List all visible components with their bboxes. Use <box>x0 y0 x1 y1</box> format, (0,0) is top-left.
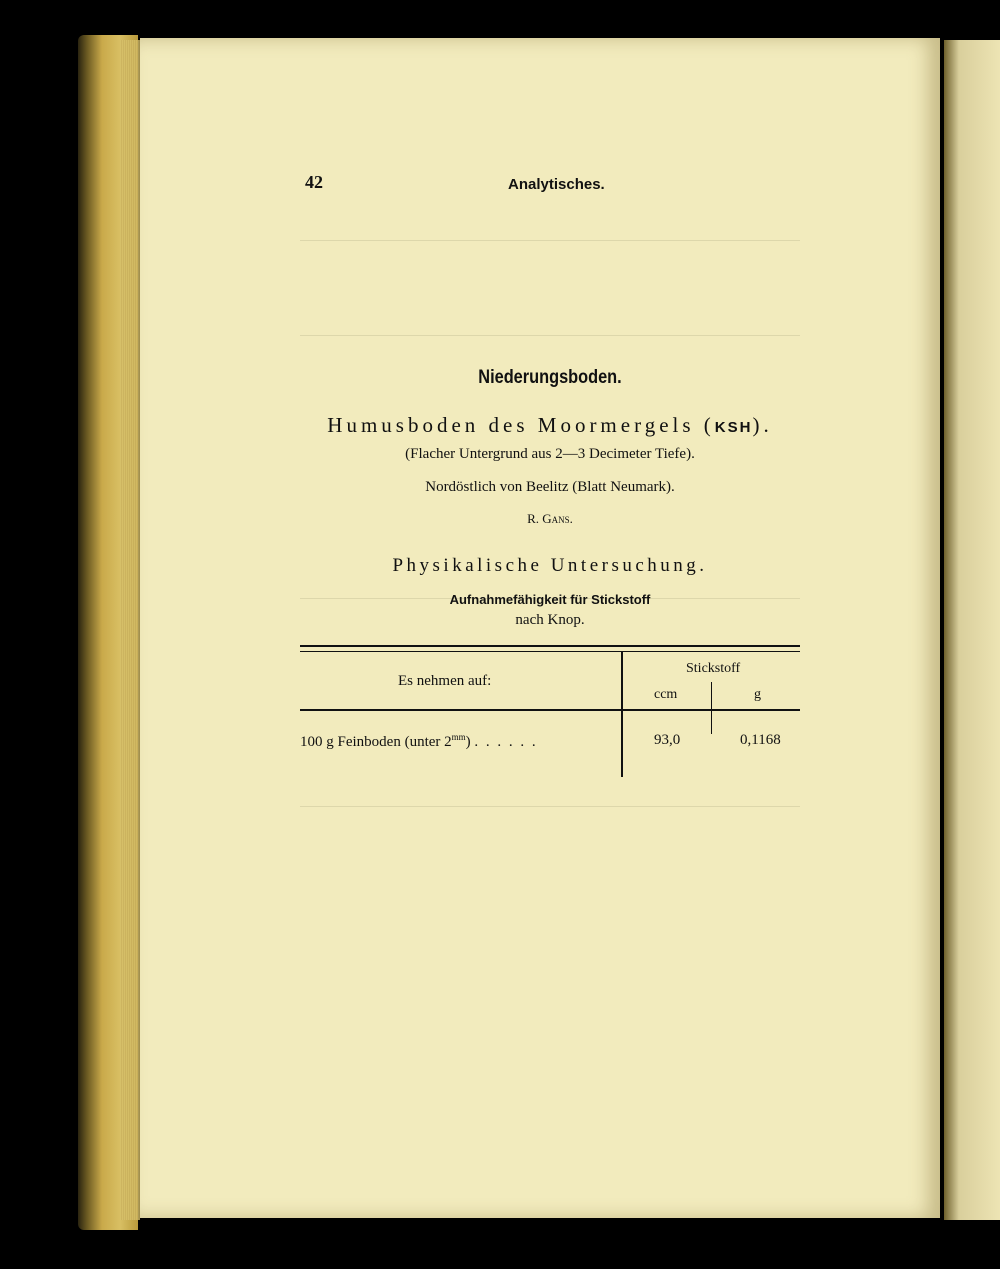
table-top-rule-2 <box>300 651 800 652</box>
leader-dots: . . . . . . <box>474 734 538 750</box>
page-edges <box>120 40 140 1220</box>
author: R. Gans. <box>527 511 573 526</box>
column-header-g: g <box>754 687 761 702</box>
group-header-stickstoff: Stickstoff <box>686 661 741 676</box>
column-header-ccm: ccm <box>654 687 678 702</box>
subsoil-note: (Flacher Untergrund aus 2—3 Decimeter Tiefe). <box>405 446 695 462</box>
location: Nordöstlich von Beelitz (Blatt Neumark). <box>425 479 675 495</box>
row-label-unit: mm <box>451 732 466 742</box>
section-title: Niederungsboden. <box>478 367 622 388</box>
soil-code: KSH <box>714 419 753 436</box>
soil-title-end: ). <box>752 413 773 437</box>
cell-ccm: 93,0 <box>654 732 681 748</box>
column-divider-main <box>621 651 623 777</box>
running-title: Analytisches. <box>508 176 605 193</box>
next-page-edge <box>944 40 1000 1220</box>
show-through-3 <box>300 335 800 336</box>
column-divider-sub <box>711 682 712 734</box>
row-header: Es nehmen auf: <box>398 673 492 689</box>
cell-g: 0,1168 <box>740 732 781 748</box>
row-label-text: 100 g Feinboden (unter 2 <box>300 734 452 750</box>
show-through-2 <box>300 240 800 241</box>
show-through-1 <box>380 210 780 230</box>
row-label-end: ) <box>465 734 471 750</box>
soil-title <box>150 413 950 438</box>
investigation-title: Physikalische Untersuchung. <box>392 555 708 576</box>
method-note: nach Knop. <box>515 612 585 628</box>
show-through-5 <box>300 806 800 807</box>
investigation-subtitle: Aufnahmefähigkeit für Stickstoff <box>449 592 651 607</box>
header-bottom-rule <box>300 709 800 711</box>
table-top-rule-1 <box>300 645 800 647</box>
row-label <box>300 732 538 751</box>
soil-title-text: Humusboden des Moormergels ( <box>327 413 715 437</box>
page-number: 42 <box>305 172 323 192</box>
